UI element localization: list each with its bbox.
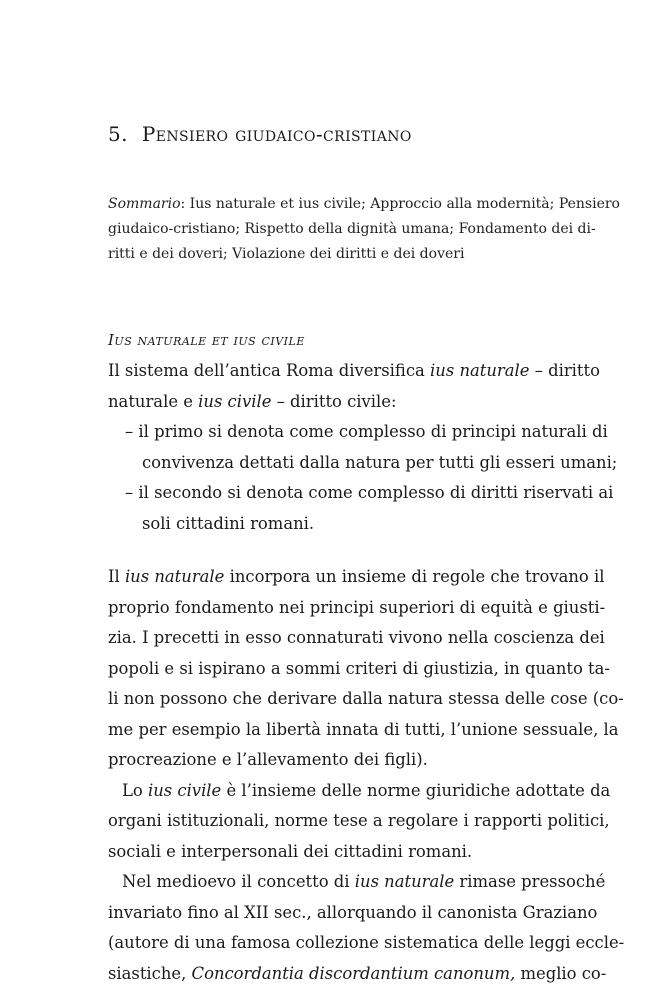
list-item: – il primo si denota come complesso di principi naturali di <box>108 417 564 448</box>
text-line: Il ius naturale incorpora un insieme di regole che trovano il <box>108 562 564 593</box>
body-text <box>108 356 564 989</box>
text-line: me per esempio la libertà innata di tutti, l’unione sessuale, la <box>108 715 564 746</box>
text-line: sociali e interpersonali dei cittadini romani. <box>108 837 564 868</box>
text-line: li non possono che derivare dalla natura stessa delle cose (co- <box>108 684 564 715</box>
chapter-summary <box>108 189 564 264</box>
summary-line: giudaico-cristiano; Rispetto della dignità umana; Fondamento dei di- <box>108 214 564 239</box>
summary-line: Sommario: Ius naturale et ius civile; Approccio alla modernità; Pensiero <box>108 189 564 214</box>
list-item: – il secondo si denota come complesso di diritti riservati ai <box>108 478 564 509</box>
text-line: Nel medioevo il concetto di ius naturale rimase pressoché <box>108 867 564 898</box>
text-line: popoli e si ispirano a sommi criteri di giustizia, in quanto ta- <box>108 654 564 685</box>
text-line: organi istituzionali, norme tese a regolare i rapporti politici, <box>108 806 564 837</box>
text-line: (autore di una famosa collezione sistematica delle leggi eccle- <box>108 928 564 959</box>
text-line: naturale e ius civile – diritto civile: <box>108 387 564 418</box>
list-item-continuation: convivenza dettati dalla natura per tutti gli esseri umani; <box>108 448 564 479</box>
section-heading: Ius naturale et ius civile <box>108 331 305 349</box>
text-line: Lo ius civile è l’insieme delle norme giuridiche adottate da <box>108 776 564 807</box>
text-line: siastiche, Concordantia discordantium canonum, meglio co- <box>108 959 564 989</box>
text-line: Il sistema dell’antica Roma diversifica ius naturale – diritto <box>108 356 564 387</box>
summary-label: Sommario <box>108 196 181 212</box>
chapter-title <box>108 122 412 146</box>
text-line: procreazione e l’allevamento dei figli). <box>108 745 564 776</box>
summary-line: ritti e dei doveri; Violazione dei diritti e dei doveri <box>108 239 564 264</box>
text-line: proprio fondamento nei principi superiori di equità e giusti- <box>108 593 564 624</box>
text-line: invariato fino al XII sec., allorquando il canonista Graziano <box>108 898 564 929</box>
text-line: zia. I precetti in esso connaturati vivono nella coscienza dei <box>108 623 564 654</box>
list-item-continuation: soli cittadini romani. <box>108 509 564 540</box>
chapter-title-text: Pensiero giudaico-cristiano <box>142 122 412 146</box>
chapter-number: 5. <box>108 122 128 146</box>
